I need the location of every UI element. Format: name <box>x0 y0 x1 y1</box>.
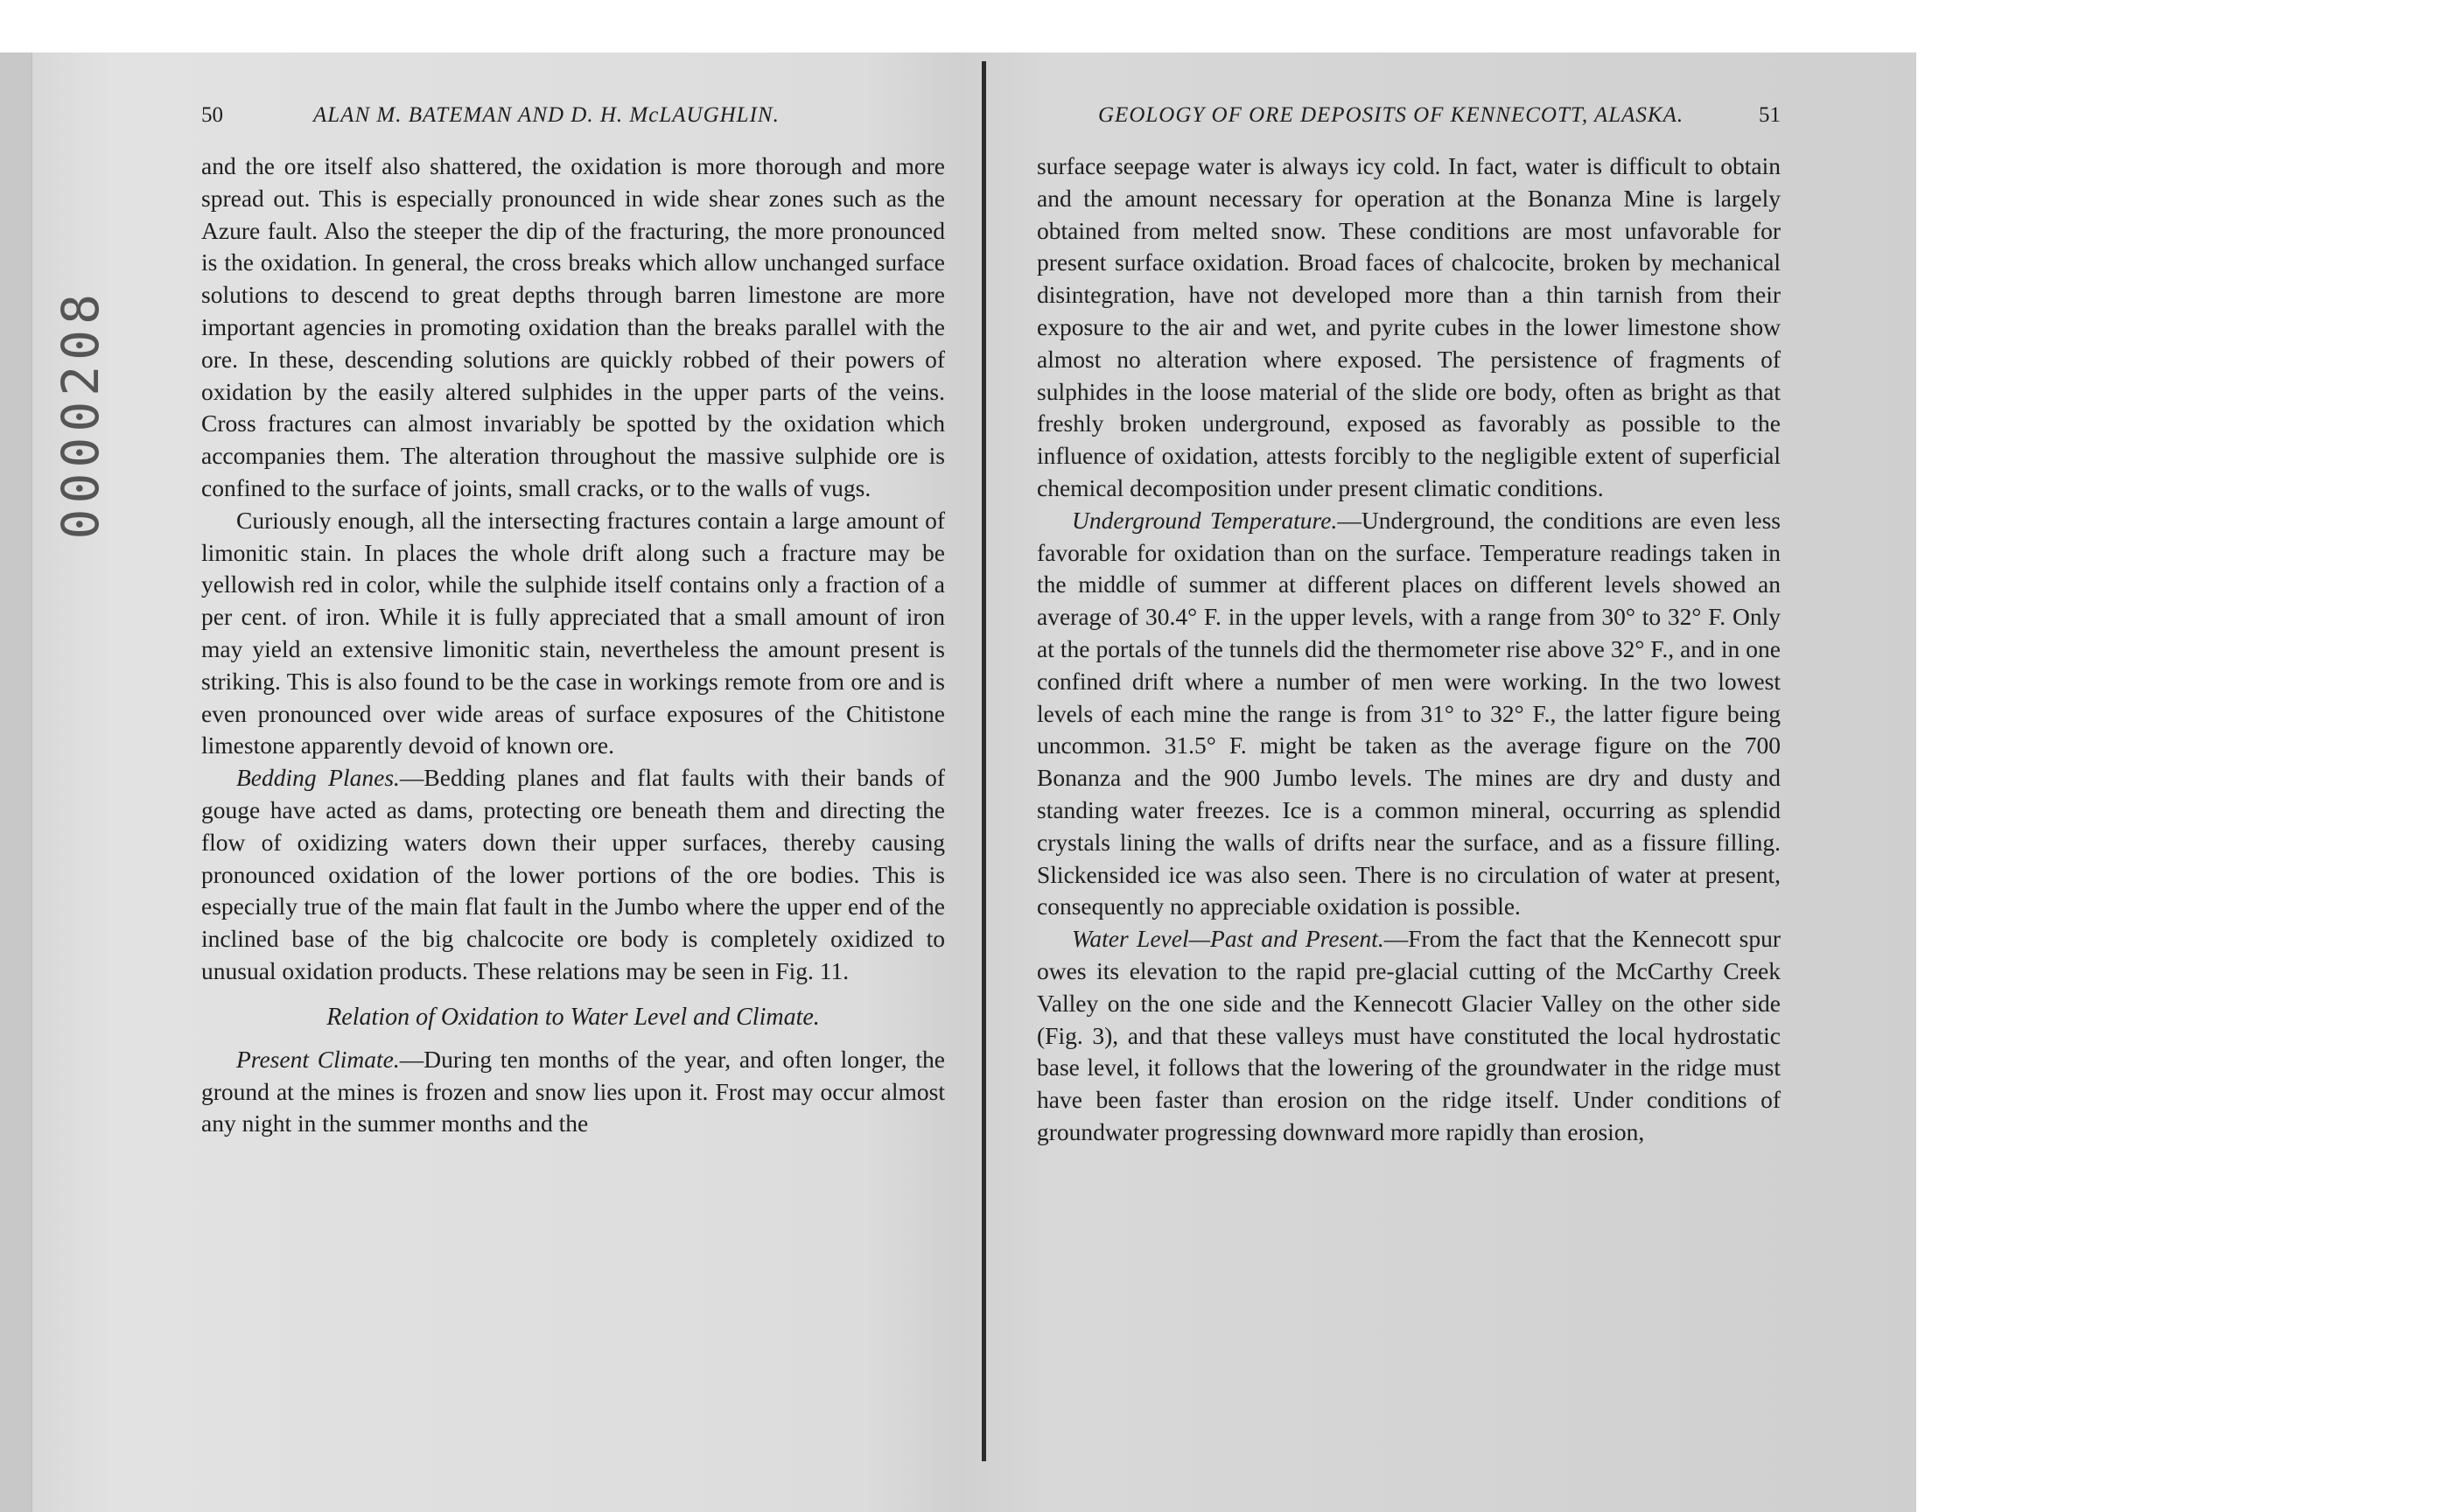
left-running-title: ALAN M. BATEMAN AND D. H. McLAUGHLIN. <box>313 103 780 127</box>
paragraph-lead: Bedding Planes. <box>236 764 400 792</box>
paragraph <box>201 1044 945 1140</box>
left-running-head <box>201 103 945 142</box>
paragraph <box>1037 505 1781 923</box>
paragraph-text: —Underground, the conditions are even less favorable for oxidation than on the surface. Temperature readings taken in the middle of summer at different places on different levels showed an average of 30.4° F. in the upper levels, with a range from 30° to 32° F. Only at the portals of the tunnels did the thermometer rise above 32° F., and in one confined drift where a number of men were working. In the two lowest levels of each mine the range is from 31° to 32° F., the latter figure being uncommon. 31.5° F. might be taken as the average figure on the 700 Bonanza and the 900 Jumbo levels. The mines are dry and dusty and standing water freezes. Ice is a common mineral, occurring as splendid crystals lining the walls of drifts near the surface, and as a fissure filling. Slickensided ice was also seen. There is no circulation of water at present, consequently no appreciable oxidation is possible. <box>1037 506 1781 920</box>
side-stamp-number: 0000208 <box>51 289 110 540</box>
paragraph-lead: Underground Temperature. <box>1072 506 1338 534</box>
book-spine <box>982 61 986 1461</box>
paragraph-text: surface seepage water is always icy cold. In fact, water is difficult to obtain and the amount necessary for operation at the Bonanza Mine is largely obtained from melted snow. These conditions are most unfavorable for present surface oxidation. Broad faces of chalcocite, broken by mechanical disintegration, have not developed more than a thin tarnish from their exposure to the air and wet, and pyrite cubes in the lower limestone show almost no alteration where exposed. The persistence of fragments of sulphides in the loose material of the slide ore body, often as bright as that freshly broken underground, exposed as favorably as possible to the influence of oxidation, attests forcibly to the negligible extent of superficial chemical decomposition under present climatic conditions. <box>1037 152 1781 501</box>
right-page <box>1037 103 1781 1149</box>
scan-margin-strip <box>0 52 32 1512</box>
right-running-title: GEOLOGY OF ORE DEPOSITS OF KENNECOTT, ALASKA. <box>1098 103 1684 127</box>
paragraph <box>1037 150 1781 505</box>
right-running-head <box>1037 103 1781 142</box>
left-page <box>201 103 945 1140</box>
paragraph-lead: Water Level—Past and Present. <box>1072 925 1384 953</box>
section-heading: Relation of Oxidation to Water Level and Climate. <box>326 1003 820 1031</box>
paragraph <box>201 762 945 988</box>
paragraph-text: —During ten months of the year, and often longer, the ground at the mines is frozen and snow lies upon it. Frost may occur almost any night in the summer months and the <box>201 1045 945 1138</box>
left-page-number: 50 <box>201 103 223 127</box>
paragraph-text: —From the fact that the Kennecott spur owes its elevation to the rapid pre-glacial cutting of the McCarthy Creek Valley on the one side and the Kennecott Glacier Valley on the other side (Fig. 3), and that these valleys must have constituted the local hydrostatic base level, it follows that the lowering of the groundwater in the ridge must have been faster than erosion on the ridge itself. Under conditions of groundwater progressing downward more rapidly than erosion, <box>1037 925 1781 1145</box>
right-page-number: 51 <box>1759 103 1781 127</box>
paragraph-text: Curiously enough, all the intersecting fractures contain a large amount of limonitic stain. In places the whole drift along such a fracture may be yellowish red in color, while the sulphide itself contains only a fraction of a per cent. of iron. While it is fully appreciated that a small amount of iron may yield an extensive limonitic stain, nevertheless the amount present is striking. This is also found to be the case in workings remote from ore and is even pronounced over wide areas of surface exposures of the Chitistone limestone apparently devoid of known ore. <box>201 506 945 760</box>
paragraph <box>201 505 945 762</box>
paragraph-text: —Bedding planes and flat faults with their bands of gouge have acted as dams, protecting ore beneath them and directing the flow of oxidizing waters down their upper surfaces, thereby causing pronounced oxidation of the lower portions of the ore bodies. This is especially true of the main flat fault in the Jumbo where the upper end of the inclined base of the big chalcocite ore body is completely oxidized to unusual oxidation products. These relations may be seen in Fig. 11. <box>201 764 945 984</box>
paragraph <box>201 150 945 505</box>
paragraph-text: and the ore itself also shattered, the oxidation is more thorough and more spread out. This is especially pronounced in wide shear zones such as the Azure fault. Also the steeper the dip of the fracturing, the more pronounced is the oxidation. In general, the cross breaks which allow unchanged surface solutions to descend to great depths through barren limestone are more important agencies in promoting oxidation than the breaks parallel with the ore. In these, descending solutions are quickly robbed of their powers of oxidation by the easily altered sulphides in the upper parts of the veins. Cross fractures can almost invariably be spotted by the oxidation which accompanies them. The alteration throughout the massive sulphide ore is confined to the surface of joints, small cracks, or to the walls of vugs. <box>201 152 945 501</box>
paragraph-lead: Present Climate. <box>236 1045 400 1073</box>
paragraph <box>1037 923 1781 1149</box>
